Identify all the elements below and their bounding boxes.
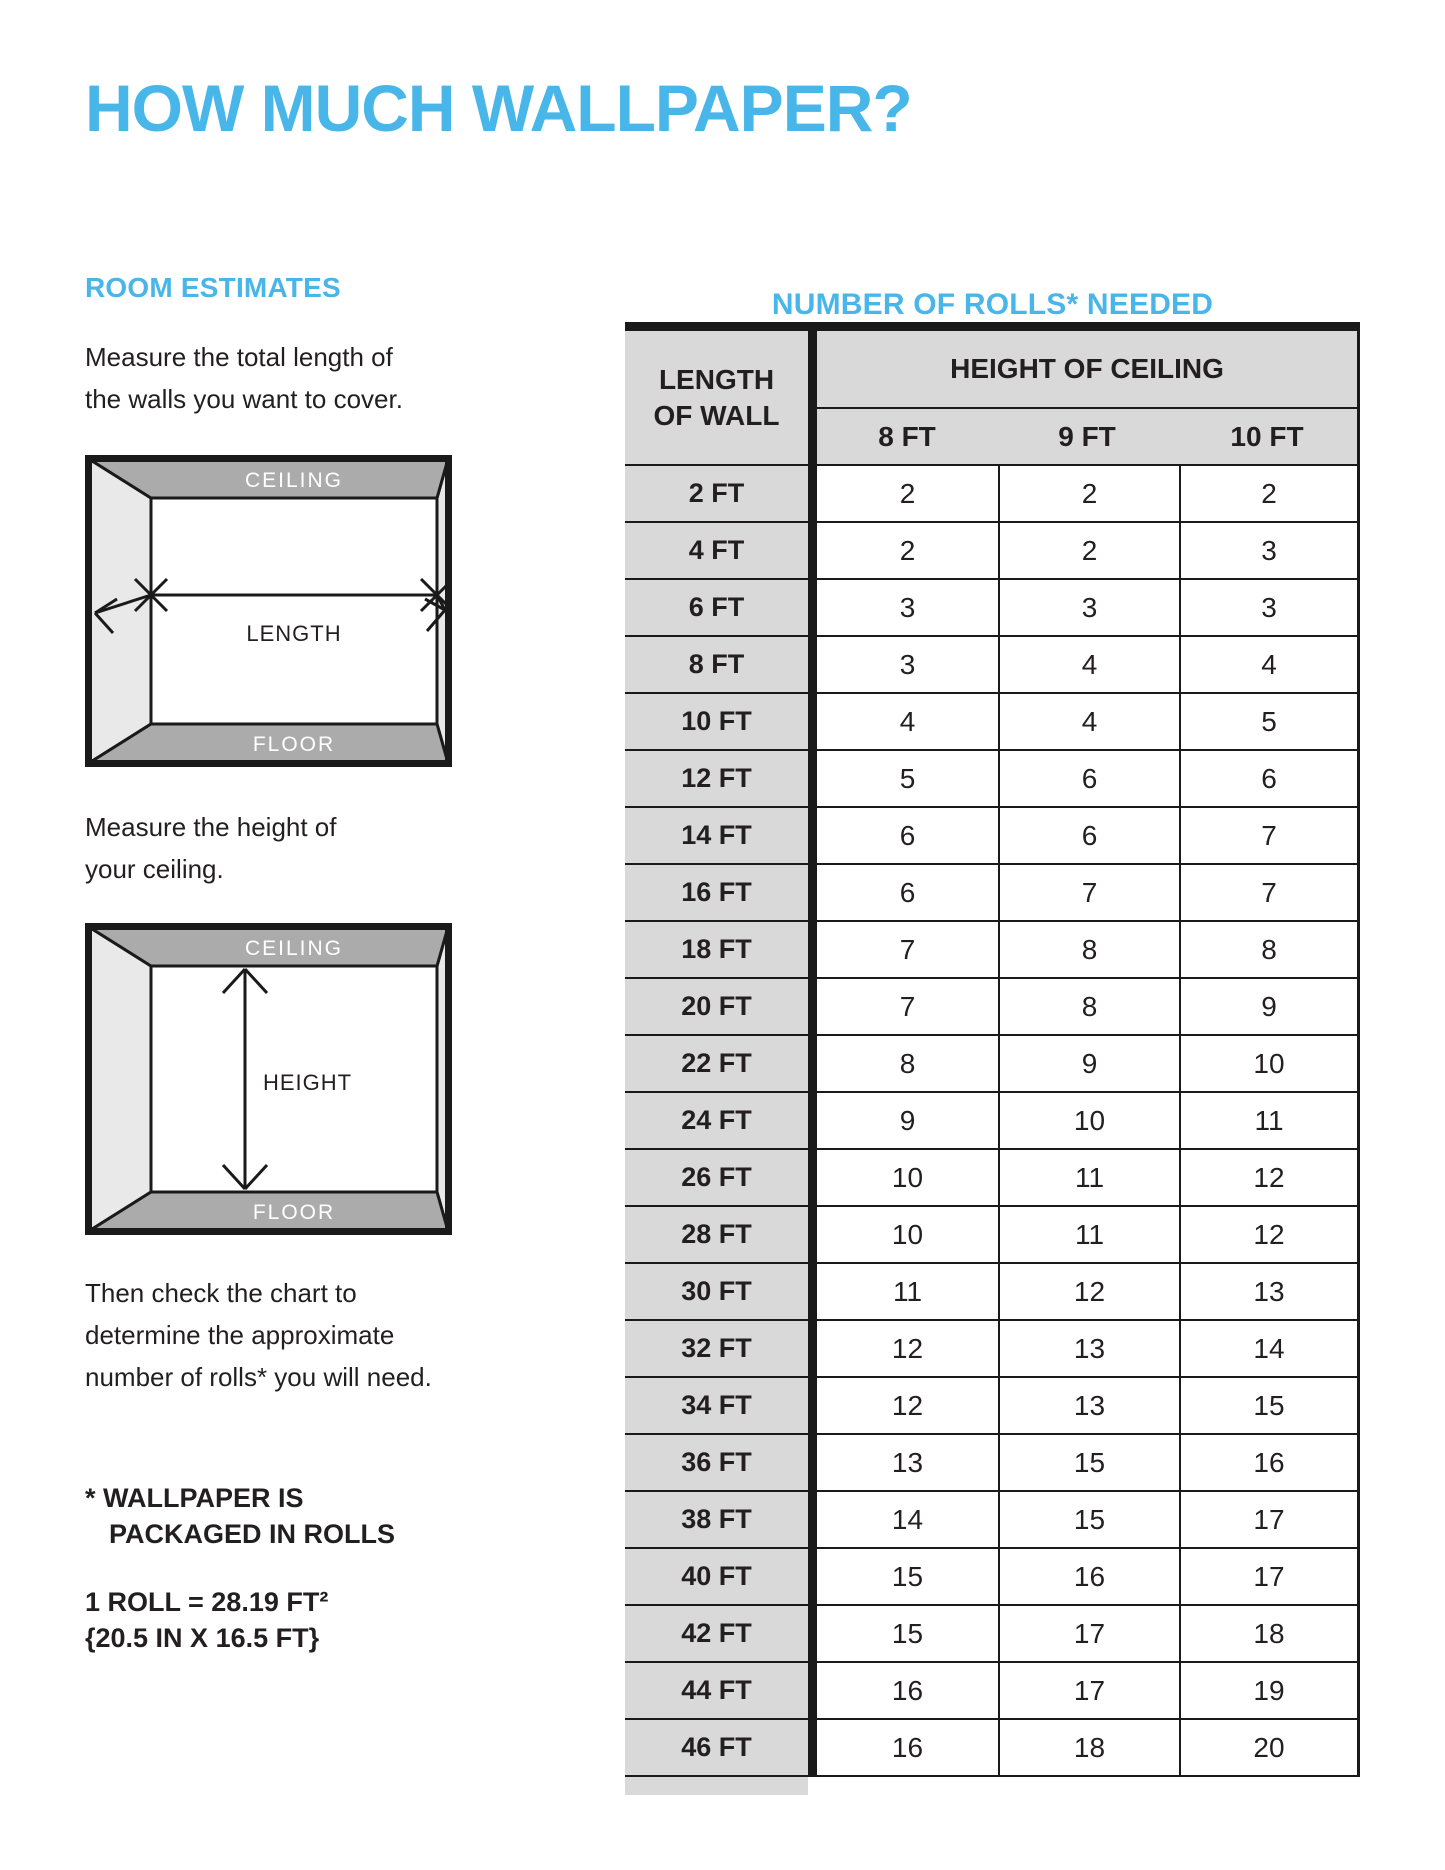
- step2-instructions: [85, 806, 337, 890]
- length-of-wall-header: [625, 331, 808, 466]
- cell-value: 3: [817, 580, 998, 637]
- ceiling-label: CEILING: [244, 469, 344, 492]
- cell-value: 15: [998, 1492, 1179, 1549]
- row-label: 16 FT: [625, 865, 808, 922]
- rolls-table-title: NUMBER OF ROLLS* NEEDED: [771, 288, 1214, 321]
- cell-value: 11: [998, 1150, 1179, 1207]
- cell-value: 3: [1179, 523, 1360, 580]
- row-label: 36 FT: [625, 1435, 808, 1492]
- cell-value: 2: [817, 523, 998, 580]
- cell-value: 16: [1179, 1435, 1360, 1492]
- cell-value: 7: [1179, 808, 1360, 865]
- step3-line1: Then check the chart to: [85, 1278, 357, 1308]
- row-label: 30 FT: [625, 1264, 808, 1321]
- row-label: 20 FT: [625, 979, 808, 1036]
- row-label: 6 FT: [625, 580, 808, 637]
- row-label: 24 FT: [625, 1093, 808, 1150]
- step1-line1: Measure the total length of: [85, 342, 393, 372]
- cell-value: 8: [998, 922, 1179, 979]
- page-title: HOW MUCH WALLPAPER?: [85, 71, 912, 145]
- cell-value: 16: [817, 1720, 998, 1777]
- cell-value: 4: [1179, 637, 1360, 694]
- cell-value: 18: [1179, 1606, 1360, 1663]
- cell-value: 12: [817, 1378, 998, 1435]
- cell-value: 2: [998, 523, 1179, 580]
- length-of-wall-header-line2: OF WALL: [653, 399, 780, 431]
- cell-value: 3: [998, 580, 1179, 637]
- step1-line2: the walls you want to cover.: [85, 384, 403, 414]
- cell-value: 13: [998, 1321, 1179, 1378]
- height-measure-label: HEIGHT: [263, 1070, 353, 1095]
- cell-value: 5: [817, 751, 998, 808]
- row-label: 2 FT: [625, 466, 808, 523]
- cell-value: 18: [998, 1720, 1179, 1777]
- cell-value: 6: [817, 865, 998, 922]
- cell-value: 15: [1179, 1378, 1360, 1435]
- cell-value: 8: [998, 979, 1179, 1036]
- footnote-line1: * WALLPAPER IS: [85, 1483, 304, 1513]
- height-of-ceiling-header: HEIGHT OF CEILING: [817, 331, 1360, 409]
- roll-size-line1: 1 ROLL = 28.19 FT²: [85, 1587, 329, 1617]
- step3-line2: determine the approximate: [85, 1320, 395, 1350]
- height-room-diagram: [85, 923, 452, 1235]
- row-label: 8 FT: [625, 637, 808, 694]
- table-column-divider: [808, 331, 817, 1777]
- cell-value: 11: [817, 1264, 998, 1321]
- cell-value: 12: [998, 1264, 1179, 1321]
- cell-value: 6: [998, 808, 1179, 865]
- cell-value: 7: [998, 865, 1179, 922]
- row-label: 40 FT: [625, 1549, 808, 1606]
- roll-size-line2: {20.5 IN X 16.5 FT}: [85, 1623, 320, 1653]
- cell-value: 4: [998, 637, 1179, 694]
- cell-value: 11: [1179, 1093, 1360, 1150]
- height-room-illustration: [85, 923, 452, 1235]
- cell-value: 15: [998, 1435, 1179, 1492]
- row-label: 10 FT: [625, 694, 808, 751]
- cell-value: 15: [817, 1549, 998, 1606]
- cell-value: 8: [817, 1036, 998, 1093]
- cell-value: 8: [1179, 922, 1360, 979]
- cell-value: 3: [1179, 580, 1360, 637]
- cell-value: 10: [817, 1207, 998, 1264]
- cell-value: 7: [1179, 865, 1360, 922]
- col-header-8ft: 8 FT: [878, 420, 936, 452]
- cell-value: 10: [817, 1150, 998, 1207]
- footnote-line2: PACKAGED IN ROLLS: [109, 1519, 396, 1549]
- row-label: 14 FT: [625, 808, 808, 865]
- step3-instructions: [85, 1272, 432, 1398]
- cell-value: 7: [817, 979, 998, 1036]
- cell-value: 20: [1179, 1720, 1360, 1777]
- cell-value: 13: [998, 1378, 1179, 1435]
- cell-value: 9: [998, 1036, 1179, 1093]
- row-label: 18 FT: [625, 922, 808, 979]
- cell-value: 5: [1179, 694, 1360, 751]
- step2-line2: your ceiling.: [85, 854, 224, 884]
- cell-value: 3: [817, 637, 998, 694]
- cell-value: 17: [998, 1606, 1179, 1663]
- label-column-filler: [625, 1777, 808, 1795]
- row-label: 42 FT: [625, 1606, 808, 1663]
- cell-value: 6: [998, 751, 1179, 808]
- row-label: 34 FT: [625, 1378, 808, 1435]
- ceiling-height-subheaders: [817, 409, 1360, 466]
- cell-value: 2: [817, 466, 998, 523]
- cell-value: 13: [1179, 1264, 1360, 1321]
- cell-value: 19: [1179, 1663, 1360, 1720]
- row-label: 22 FT: [625, 1036, 808, 1093]
- row-label: 4 FT: [625, 523, 808, 580]
- rolls-needed-table: [625, 322, 1360, 1795]
- cell-value: 11: [998, 1207, 1179, 1264]
- cell-value: 10: [1179, 1036, 1360, 1093]
- cell-value: 7: [817, 922, 998, 979]
- room-estimates-heading: ROOM ESTIMATES: [85, 272, 341, 303]
- cell-value: 13: [817, 1435, 998, 1492]
- cell-value: 17: [1179, 1549, 1360, 1606]
- cell-value: 12: [1179, 1207, 1360, 1264]
- floor-label: FLOOR: [252, 1201, 336, 1224]
- cell-value: 15: [817, 1606, 998, 1663]
- ceiling-label: CEILING: [244, 937, 344, 960]
- row-label: 32 FT: [625, 1321, 808, 1378]
- cell-value: 6: [1179, 751, 1360, 808]
- col-header-9ft: 9 FT: [1058, 420, 1116, 452]
- length-room-illustration: [85, 455, 452, 767]
- row-label: 46 FT: [625, 1720, 808, 1777]
- row-label: 44 FT: [625, 1663, 808, 1720]
- cell-value: 10: [998, 1093, 1179, 1150]
- col-header-10ft: 10 FT: [1230, 420, 1304, 452]
- left-wall: [89, 927, 151, 1231]
- cell-value: 14: [817, 1492, 998, 1549]
- back-wall: [151, 498, 437, 724]
- length-measure-label: LENGTH: [246, 621, 342, 646]
- length-of-wall-header-line1: LENGTH: [658, 363, 775, 395]
- floor-label: FLOOR: [252, 733, 336, 756]
- table-grid: [625, 331, 1360, 1795]
- cell-value: 12: [1179, 1150, 1360, 1207]
- cell-value: 16: [998, 1549, 1179, 1606]
- cell-value: 2: [1179, 466, 1360, 523]
- cell-value: 9: [817, 1093, 998, 1150]
- step2-line1: Measure the height of: [85, 812, 337, 842]
- cell-value: 17: [1179, 1492, 1360, 1549]
- cell-value: 6: [817, 808, 998, 865]
- cell-value: 4: [817, 694, 998, 751]
- cell-value: 16: [817, 1663, 998, 1720]
- cell-value: 4: [998, 694, 1179, 751]
- row-label: 38 FT: [625, 1492, 808, 1549]
- cell-value: 14: [1179, 1321, 1360, 1378]
- step3-line3: number of rolls* you will need.: [85, 1362, 432, 1392]
- row-label: 26 FT: [625, 1150, 808, 1207]
- row-label: 28 FT: [625, 1207, 808, 1264]
- cell-value: 12: [817, 1321, 998, 1378]
- length-room-diagram: [85, 455, 452, 767]
- roll-size-info: [85, 1584, 328, 1656]
- table-top-border: [625, 322, 1360, 331]
- step1-instructions: [85, 336, 403, 420]
- cell-value: 17: [998, 1663, 1179, 1720]
- rolls-footnote: [85, 1480, 395, 1552]
- cell-value: 2: [998, 466, 1179, 523]
- row-label: 12 FT: [625, 751, 808, 808]
- cell-value: 9: [1179, 979, 1360, 1036]
